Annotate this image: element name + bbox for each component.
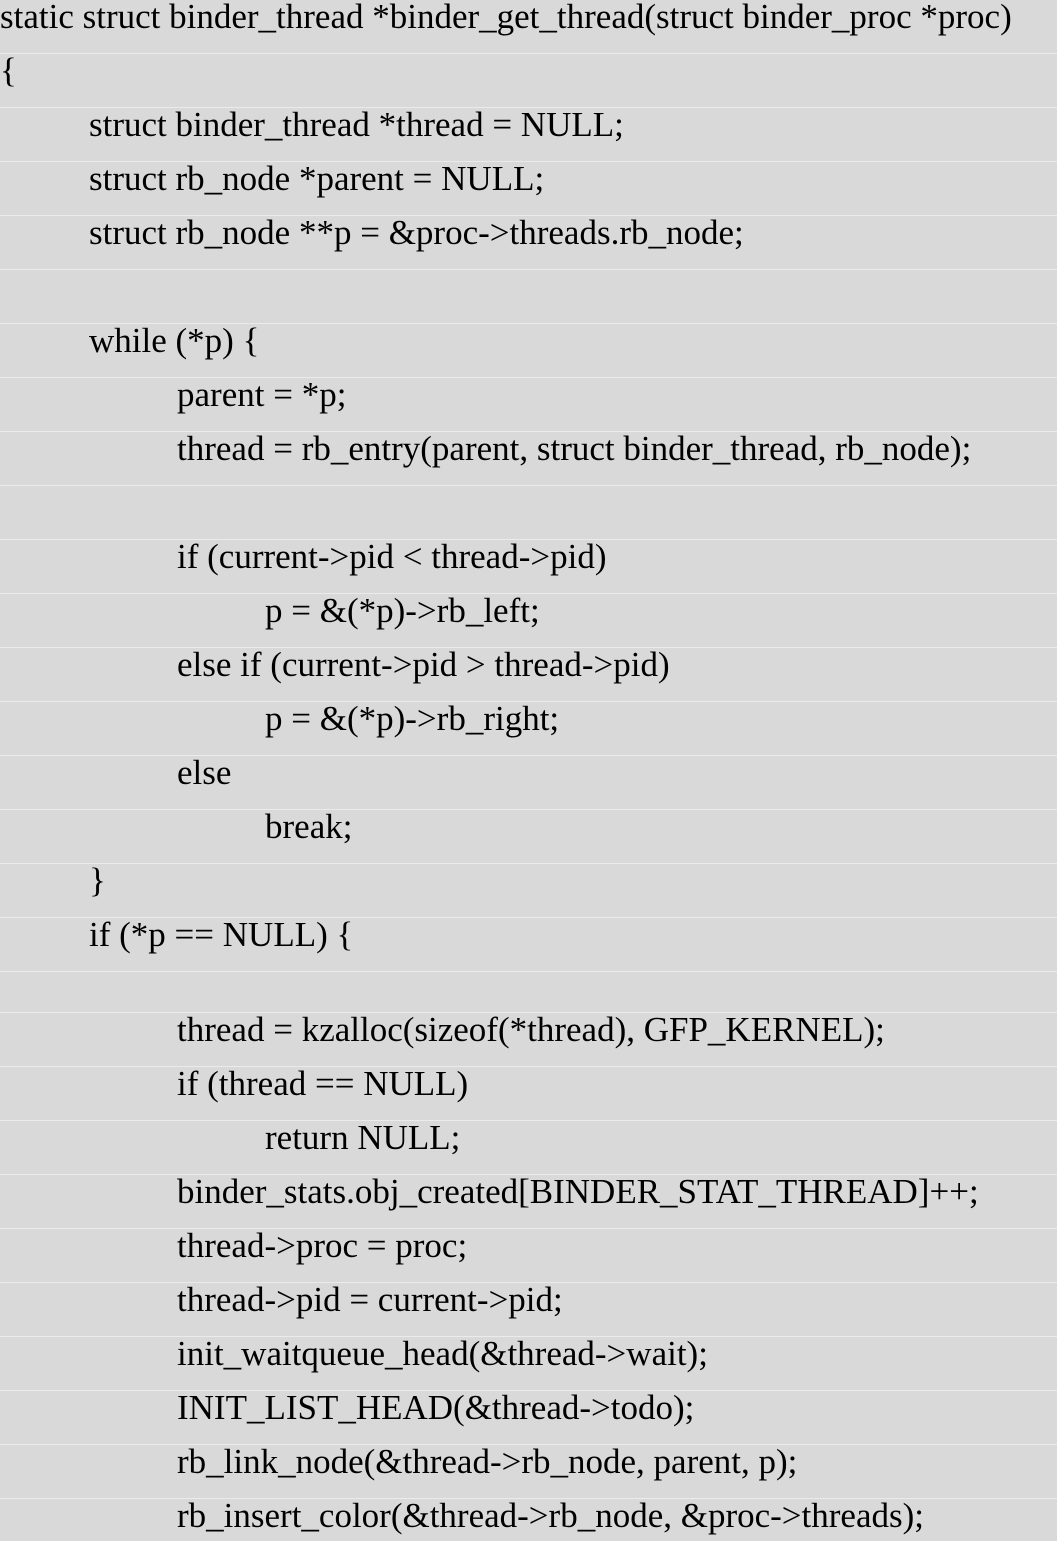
code-line [0,1499,1057,1541]
code-line-text: thread->pid = current->pid; [177,1283,563,1319]
code-line [0,162,1057,216]
code-line-text: parent = *p; [177,378,347,414]
code-line-text: if (current->pid < thread->pid) [177,540,607,576]
code-line [0,1337,1057,1391]
code-line [0,1445,1057,1499]
code-line-text: p = &(*p)->rb_right; [265,702,560,738]
code-line [0,378,1057,432]
code-line-text: binder_stats.obj_created[BINDER_STAT_THREAD]++; [177,1175,979,1211]
code-line [0,216,1057,270]
code-line [0,1013,1057,1067]
code-line-text: init_waitqueue_head(&thread->wait); [177,1337,708,1373]
code-line [0,594,1057,648]
code-line [0,810,1057,864]
code-line-text: if (thread == NULL) [177,1067,469,1103]
code-line-text: if (*p == NULL) { [89,918,354,954]
code-line-blank [0,270,1057,324]
code-line [0,864,1057,918]
code-line-text: rb_insert_color(&thread->rb_node, &proc->threads); [177,1499,924,1535]
code-line-text: static struct binder_thread *binder_get_thread(struct binder_proc *proc) [0,0,1012,36]
code-line-text: } [89,864,106,900]
code-line-blank [0,960,1057,1013]
code-line-text: struct rb_node *parent = NULL; [89,162,545,198]
code-line [0,324,1057,378]
code-line-text: struct binder_thread *thread = NULL; [89,108,624,144]
code-line [0,0,1057,54]
code-line [0,1121,1057,1175]
code-line [0,540,1057,594]
code-line [0,648,1057,702]
code-line [0,1283,1057,1337]
code-line-text: { [0,54,17,90]
code-line [0,108,1057,162]
code-line-text: INIT_LIST_HEAD(&thread->todo); [177,1391,695,1427]
code-line-text: struct rb_node **p = &proc->threads.rb_node; [89,216,744,252]
code-line [0,756,1057,810]
code-line-text: thread = kzalloc(sizeof(*thread), GFP_KERNEL); [177,1013,885,1049]
code-line [0,1067,1057,1121]
code-line-blank [0,486,1057,540]
code-line [0,1175,1057,1229]
code-line-text: thread->proc = proc; [177,1229,468,1265]
code-line-text: p = &(*p)->rb_left; [265,594,540,630]
code-line [0,1391,1057,1445]
code-line-text: thread = rb_entry(parent, struct binder_thread, rb_node); [177,432,972,468]
code-line [0,1229,1057,1283]
code-line-text: else [177,756,232,792]
code-line-text: rb_link_node(&thread->rb_node, parent, p); [177,1445,798,1481]
code-line [0,702,1057,756]
code-line-text: return NULL; [265,1121,461,1157]
code-line [0,432,1057,486]
code-line-text: else if (current->pid > thread->pid) [177,648,670,684]
code-line-text: break; [265,810,353,846]
code-line [0,54,1057,108]
code-line-text: while (*p) { [89,324,260,360]
